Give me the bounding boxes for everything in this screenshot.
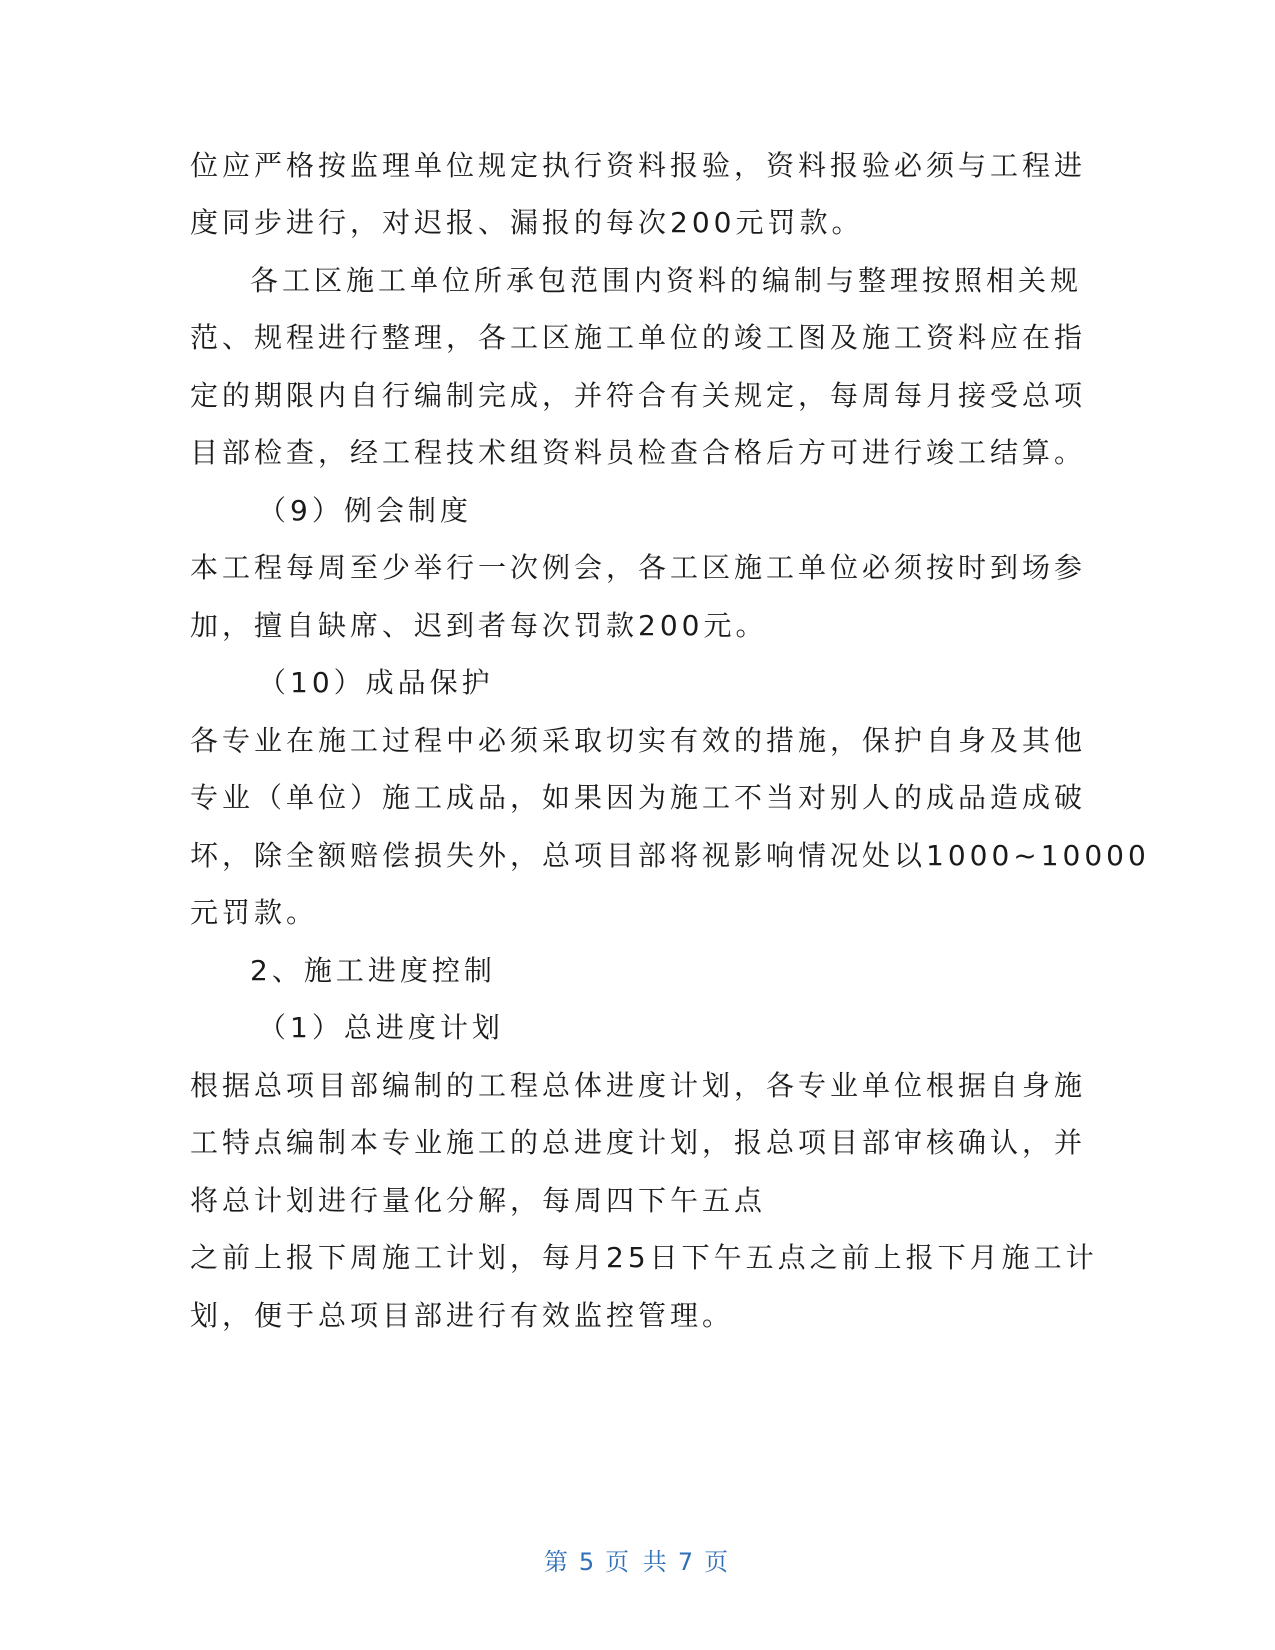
section-heading: 2、施工进度控制	[250, 954, 496, 987]
section-heading: （9）例会制度	[258, 494, 472, 527]
paragraph-line: 本工程每周至少举行一次例会，各工区施工单位必须按时到场参	[190, 551, 1087, 584]
paragraph-line: 各工区施工单位所承包范围内资料的编制与整理按照相关规	[250, 264, 1083, 297]
footer-page-number: 5	[578, 1548, 598, 1576]
page-footer	[0, 1545, 1275, 1579]
paragraph-line: 之前上报下周施工计划，每月25日下午五点之前上报下月施工计	[190, 1241, 1098, 1274]
paragraph-line: 坏，除全额赔偿损失外，总项目部将视影响情况处以1000~10000	[190, 839, 1150, 872]
paragraph-line: 元罚款。	[190, 896, 319, 929]
section-heading: （1）总进度计划	[258, 1011, 504, 1044]
section-heading: （10）成品保护	[258, 666, 494, 699]
footer-total-pages: 7	[677, 1548, 697, 1576]
paragraph-line: 位应严格按监理单位规定执行资料报验，资料报验必须与工程进	[190, 149, 1087, 182]
paragraph-line: 定的期限内自行编制完成，并符合有关规定，每周每月接受总项	[190, 379, 1087, 412]
paragraph-line: 将总计划进行量化分解，每周四下午五点	[190, 1184, 767, 1217]
paragraph-line: 度同步进行，对迟报、漏报的每次200元罚款。	[190, 206, 864, 239]
footer-middle: 页 共	[605, 1548, 670, 1576]
paragraph-line: 划，便于总项目部进行有效监控管理。	[190, 1299, 735, 1332]
paragraph-line: 范、规程进行整理，各工区施工单位的竣工图及施工资料应在指	[190, 321, 1087, 354]
paragraph-line: 根据总项目部编制的工程总体进度计划，各专业单位根据自身施	[190, 1069, 1087, 1102]
footer-suffix: 页	[704, 1548, 732, 1576]
footer-prefix: 第	[543, 1548, 571, 1576]
paragraph-line: 工特点编制本专业施工的总进度计划，报总项目部审核确认，并	[190, 1126, 1087, 1159]
paragraph-line: 各专业在施工过程中必须采取切实有效的措施，保护自身及其他	[190, 724, 1087, 757]
paragraph-line: 加，擅自缺席、迟到者每次罚款200元。	[190, 609, 768, 642]
paragraph-line: 目部检查，经工程技术组资料员检查合格后方可进行竣工结算。	[190, 436, 1087, 469]
paragraph-line: 专业（单位）施工成品，如果因为施工不当对别人的成品造成破	[190, 781, 1087, 814]
